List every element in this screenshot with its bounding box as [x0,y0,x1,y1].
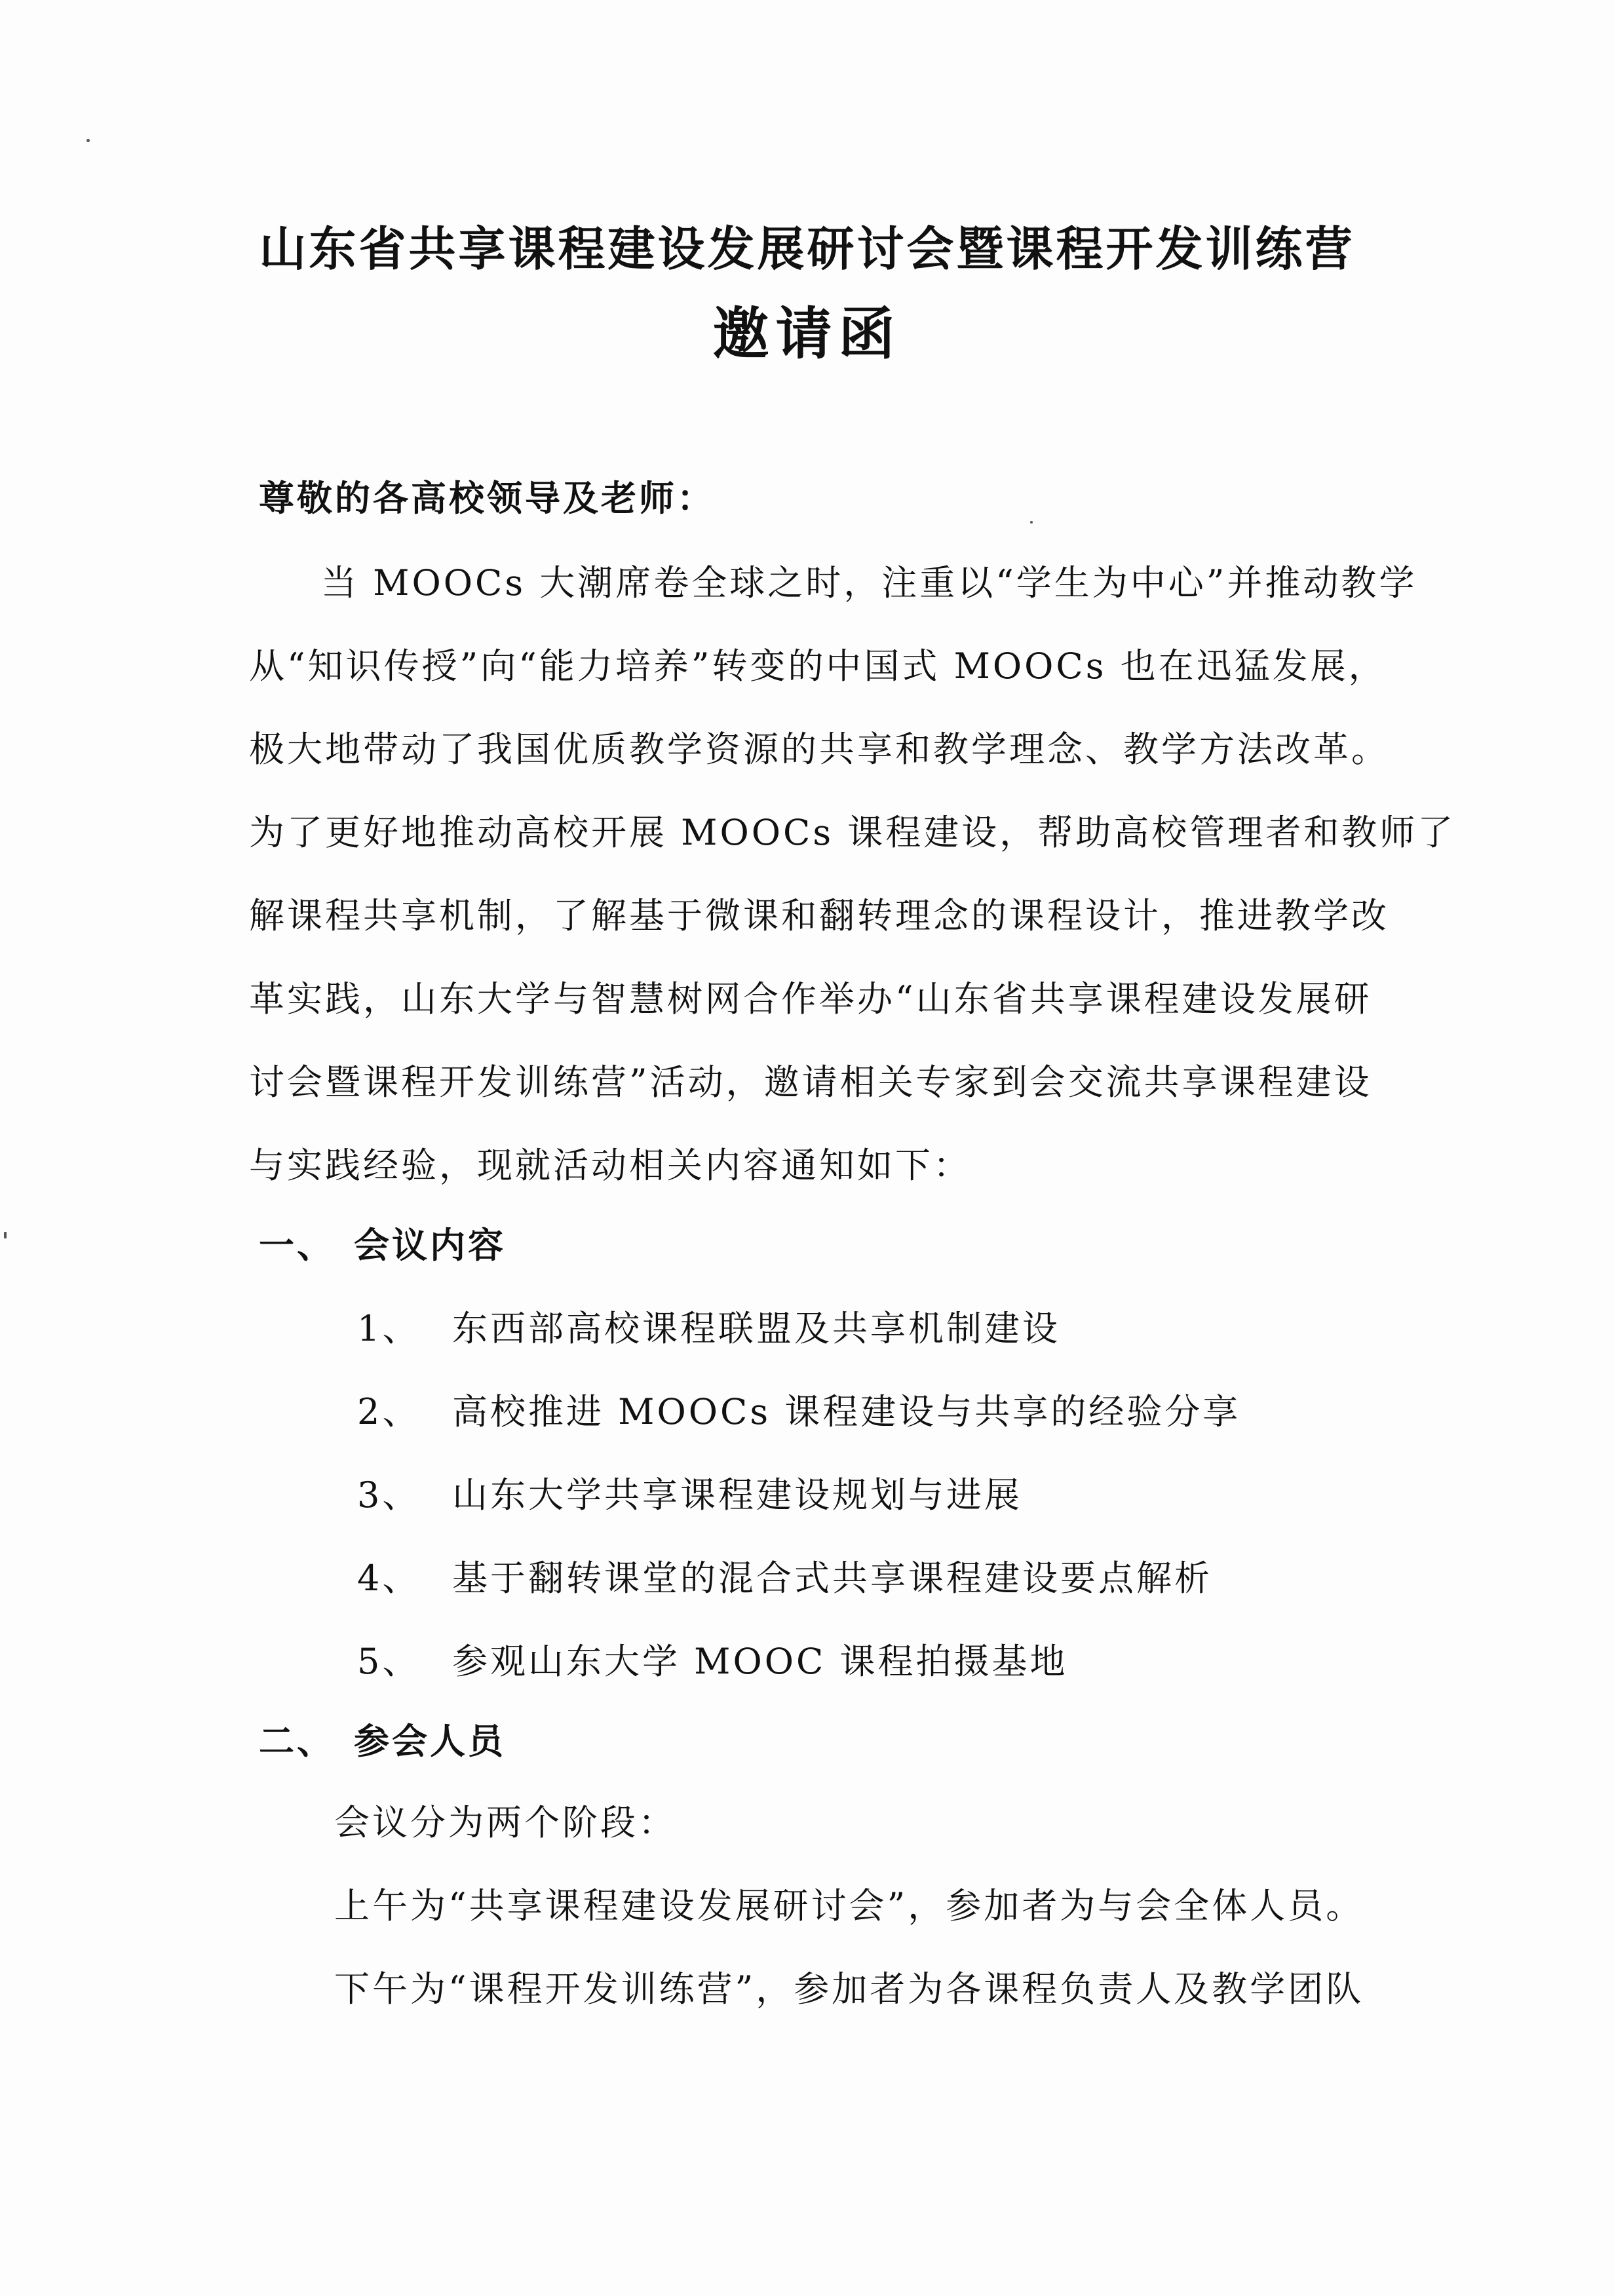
list-item-text: 基于翻转课堂的混合式共享课程建设要点解析 [452,1558,1212,1599]
section-2-number: 二、 [259,1720,335,1762]
list-item-number: 4、 [357,1558,421,1599]
list-item-number: 5、 [357,1641,421,1682]
salutation: 尊敬的各高校领导及老师： [259,477,715,519]
list-item-number: 3、 [357,1474,421,1516]
intro-line: 极大地带动了我国优质教学资源的共享和教学理念、教学方法改革。 [249,729,1389,770]
intro-line: 从“知识传授”向“能力培养”转变的中国式 MOOCs 也在迅猛发展， [249,645,1387,687]
intro-line: 为了更好地推动高校开展 MOOCs 课程建设，帮助高校管理者和教师了 [249,812,1456,853]
list-item-text: 东西部高校课程联盟及共享机制建设 [452,1308,1060,1349]
document-subtitle: 邀请函 [712,301,902,367]
section-2-line: 会议分为两个阶段： [334,1802,676,1843]
section-1-heading: 会议内容 [354,1224,506,1266]
intro-line: 解课程共享机制，了解基于微课和翻转理念的课程设计，推进教学改 [249,895,1389,936]
intro-line: 当 MOOCs 大潮席卷全球之时，注重以“学生为中心”并推动教学 [321,562,1417,603]
document-title: 山东省共享课程建设发展研讨会暨课程开发训练营 [259,221,1355,277]
section-2-heading: 参会人员 [354,1720,506,1762]
scan-speck [4,1232,7,1238]
scan-speck [1030,521,1033,524]
list-item-number: 2、 [357,1391,421,1432]
section-2-line: 下午为“课程开发训练营”，参加者为各课程负责人及教学团队 [334,1968,1364,2010]
list-item-number: 1、 [357,1308,421,1349]
section-1-number: 一、 [259,1224,335,1266]
intro-line: 与实践经验，现就活动相关内容通知如下： [249,1145,971,1186]
scan-speck [86,139,90,142]
list-item-text: 参观山东大学 MOOC 课程拍摄基地 [452,1641,1068,1682]
list-item-text: 高校推进 MOOCs 课程建设与共享的经验分享 [452,1391,1241,1432]
intro-line: 讨会暨课程开发训练营”活动，邀请相关专家到会交流共享课程建设 [249,1062,1372,1103]
intro-line: 革实践，山东大学与智慧树网合作举办“山东省共享课程建设发展研 [249,978,1372,1020]
list-item-text: 山东大学共享课程建设规划与进展 [452,1474,1022,1516]
section-2-line: 上午为“共享课程建设发展研讨会”，参加者为与会全体人员。 [334,1885,1364,1926]
